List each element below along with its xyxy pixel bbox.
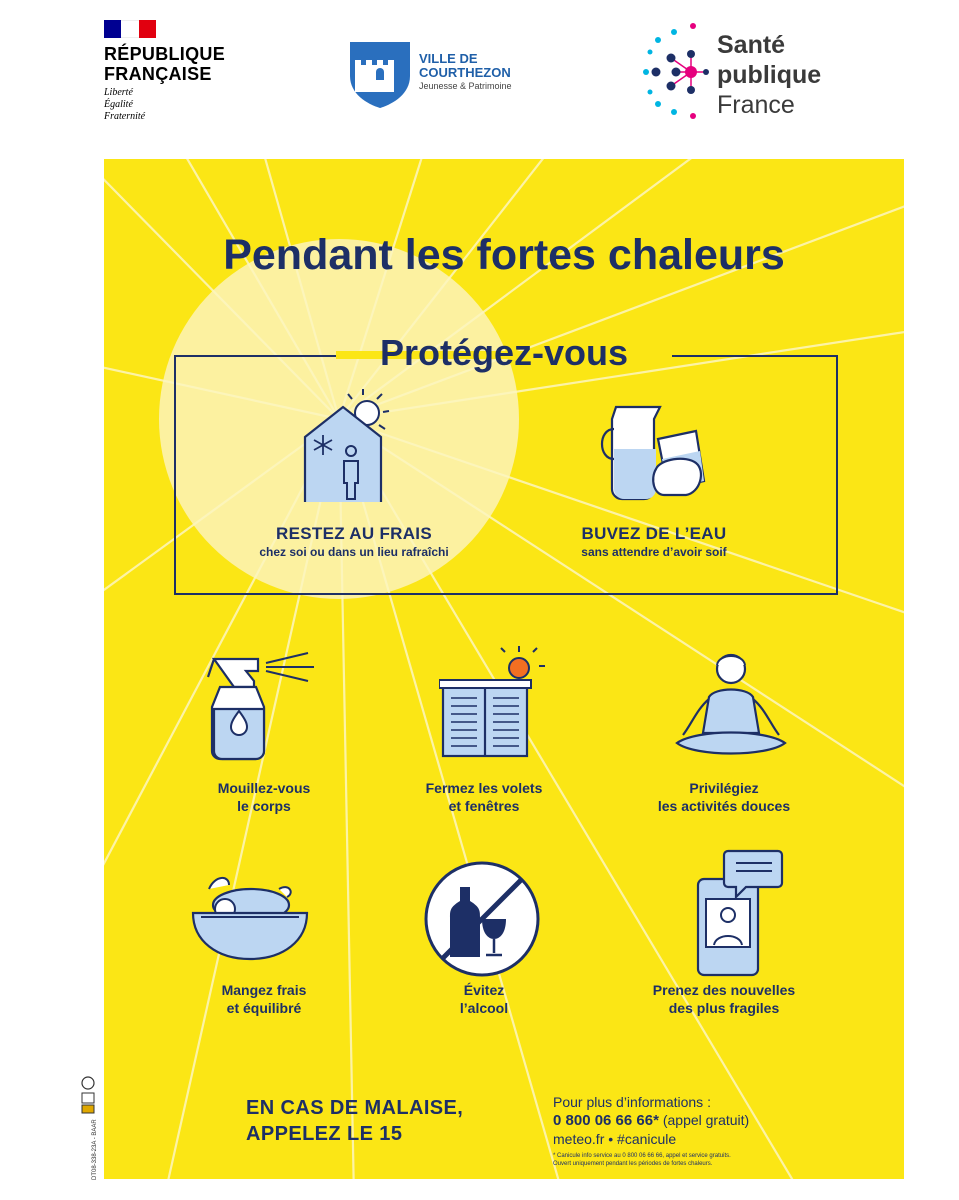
eat-fresh-line1: Mangez frais xyxy=(221,982,307,998)
check-fragile-line1: Prenez des nouvelles xyxy=(652,982,796,998)
check-fragile-label xyxy=(624,981,824,1017)
motto-fraternite: Fraternité xyxy=(104,111,146,122)
wet-body-line2: le corps xyxy=(237,798,291,814)
gentle-activities-label xyxy=(624,779,824,815)
info-phone[interactable]: 0 800 06 66 66* xyxy=(553,1112,659,1129)
close-shutters-line2: et fenêtres xyxy=(448,798,520,814)
republique-motto xyxy=(104,87,254,123)
emergency-line1: EN CAS DE MALAISE, xyxy=(246,1097,464,1119)
salad-bowl-icon xyxy=(189,869,309,969)
meditating-person-icon xyxy=(669,647,794,762)
poster-title: Pendant les fortes chaleurs xyxy=(223,231,785,279)
motto-egalite: Égalité xyxy=(104,99,133,110)
drink-water-title: BUVEZ DE L’EAU xyxy=(581,524,727,543)
avoid-alcohol-line1: Évitez xyxy=(463,982,505,998)
emergency-message xyxy=(246,1095,463,1147)
republique-name-line1: RÉPUBLIQUE xyxy=(104,44,226,64)
close-shutters-label xyxy=(384,779,584,815)
info-footnote-line1: * Canicule info service au 0 800 06 66 66, appel et service gratuits. xyxy=(553,1153,731,1159)
house-snowflake-icon xyxy=(299,387,409,502)
drink-water-subtitle: sans attendre d’avoir soif xyxy=(581,545,727,559)
heatwave-poster xyxy=(104,159,904,1179)
wet-body-line1: Mouillez-vous xyxy=(217,780,311,796)
side-code-text: DT08-338-23A - BAAR xyxy=(92,1119,98,1180)
info-footnote xyxy=(553,1152,793,1168)
no-alcohol-icon xyxy=(422,859,542,979)
wet-body-label xyxy=(164,779,364,815)
info-block xyxy=(553,1093,793,1168)
avoid-alcohol-line2: l’alcool xyxy=(459,1000,509,1016)
eat-fresh-line2: et équilibré xyxy=(226,1000,302,1016)
drink-water-label xyxy=(504,524,804,560)
stay-cool-label xyxy=(204,524,504,560)
courthezon-line2: COURTHEZON xyxy=(419,65,511,80)
stay-cool-title: RESTEZ AU FRAIS xyxy=(276,524,432,543)
courthezon-logo xyxy=(347,38,547,108)
info-footnote-line2: Ouvert uniquement pendant les périodes de fortes chaleurs. xyxy=(553,1161,713,1167)
french-flag-icon xyxy=(104,20,156,38)
spray-bottle-icon xyxy=(204,649,324,764)
republique-francaise-logo xyxy=(104,20,254,123)
republique-name xyxy=(104,44,254,84)
eat-fresh-label xyxy=(164,981,364,1017)
recycling-icon xyxy=(78,1075,98,1115)
stay-cool-subtitle: chez soi ou dans un lieu rafraîchi xyxy=(259,545,449,559)
spf-line1: Santé xyxy=(717,31,786,59)
close-shutters-line1: Fermez les volets xyxy=(425,780,543,796)
emergency-line2: APPELEZ LE 15 xyxy=(246,1123,403,1145)
info-web[interactable]: meteo.fr • #canicule xyxy=(553,1131,677,1147)
motto-liberte: Liberté xyxy=(104,87,133,98)
gentle-activities-line1: Privilégiez xyxy=(689,780,759,796)
molecule-dots-icon xyxy=(640,20,712,120)
avoid-alcohol-label xyxy=(384,981,584,1017)
sante-publique-text xyxy=(717,30,821,120)
phone-message-icon xyxy=(694,849,784,979)
courthezon-line3: Jeunesse & Patrimoine xyxy=(419,81,512,91)
courthezon-text xyxy=(419,52,512,92)
castle-shield-icon xyxy=(347,38,413,108)
info-phone-note: (appel gratuit) xyxy=(662,1112,750,1128)
info-heading: Pour plus d’informations : xyxy=(553,1094,711,1110)
gentle-activities-line2: les activités douces xyxy=(657,798,791,814)
water-jug-glass-icon xyxy=(596,399,716,509)
sante-publique-france-logo xyxy=(640,20,840,130)
republique-name-line2: FRANÇAISE xyxy=(104,64,212,84)
closed-shutters-icon xyxy=(439,644,559,759)
courthezon-line1: VILLE DE xyxy=(419,51,478,66)
spf-line3: France xyxy=(717,91,795,119)
poster-subtitle: Protégez-vous xyxy=(379,332,629,373)
check-fragile-line2: des plus fragiles xyxy=(668,1000,780,1016)
spf-line2: publique xyxy=(717,61,822,89)
